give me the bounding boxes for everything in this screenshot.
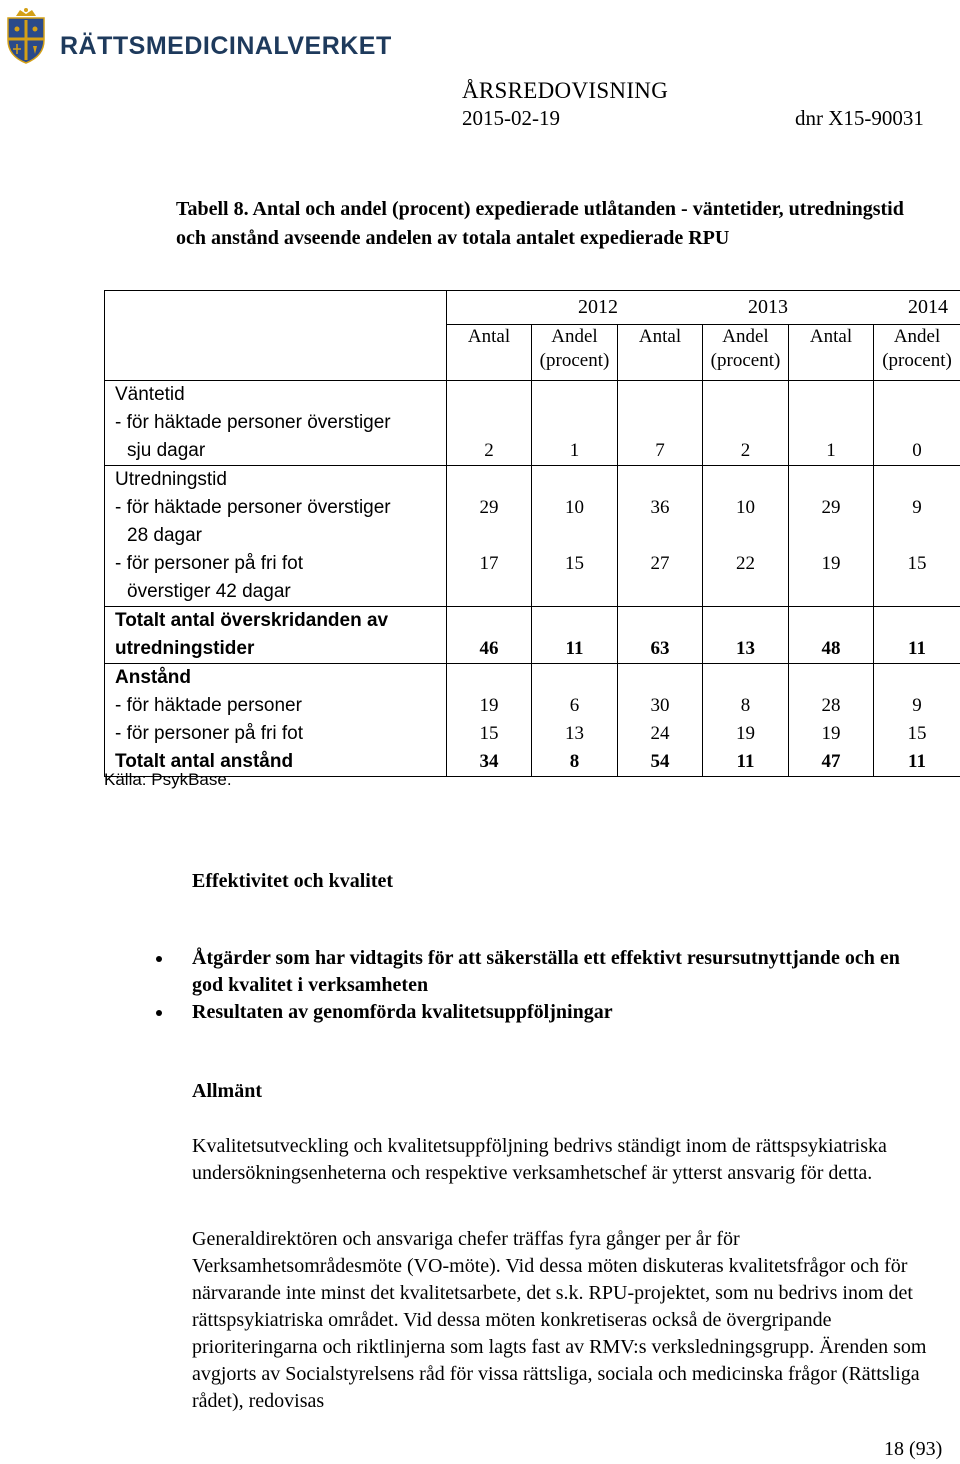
subheader-antal-2012: Antal: [447, 325, 532, 381]
row-label: Väntetid - för häktade personer överstiger sju dagar: [105, 381, 447, 466]
org-name: RÄTTSMEDICINALVERKET: [60, 32, 392, 60]
statistics-table: [104, 290, 960, 777]
table-cell: 28 19 47: [789, 664, 874, 777]
table-cell: 48: [789, 607, 874, 664]
table-cell: 2: [703, 381, 789, 466]
subheader-andel-2014: Andel (procent): [874, 325, 960, 381]
table-cell: 10 22: [703, 466, 789, 607]
table-row-vantetid: [105, 381, 960, 466]
crest-logo-icon: [2, 6, 50, 66]
table-row-anstand: [105, 664, 960, 777]
table-cell: 2: [447, 381, 532, 466]
year-2012: 2012: [578, 296, 618, 318]
table-cell: 11: [874, 607, 960, 664]
year-header-cell: [447, 291, 960, 325]
table-cell: 7: [618, 381, 703, 466]
list-item: Resultaten av genomförda kvalitetsuppföljningar: [152, 999, 932, 1026]
section-anstand: Anstånd: [115, 667, 191, 688]
table-cell: 30 24 54: [618, 664, 703, 777]
table-caption: Tabell 8. Antal och andel (procent) expedierade utlåtanden - väntetider, utredningstid och anstånd avseende andelen av totala antalet expedierade RPU: [176, 198, 904, 249]
table-cell: 29 19: [789, 466, 874, 607]
year-2014: 2014: [908, 296, 948, 318]
subheader-andel-2012: Andel (procent): [532, 325, 618, 381]
table-cell: 46: [447, 607, 532, 664]
table-cell: 9 15 11: [874, 664, 960, 777]
table-cell: 13: [703, 607, 789, 664]
section-vantetid: Väntetid: [115, 384, 185, 405]
subheader-antal-2014: Antal: [789, 325, 874, 381]
paragraph: Kvalitetsutveckling och kvalitetsuppföljning bedrivs ständigt inom de rättspsykiatriska undersökningsenheterna och respektive verksamhetschef är ytterst ansvarig för detta.: [192, 1135, 887, 1184]
doc-date: 2015-02-19: [462, 106, 560, 130]
table-row-utredningstid: [105, 466, 960, 607]
year-header-row: [105, 291, 960, 325]
subheading: Allmänt: [192, 1080, 262, 1102]
table-cell: 0: [874, 381, 960, 466]
bullet-list: [152, 945, 932, 1026]
doc-dnr: dnr X15-90031: [795, 106, 924, 130]
table-cell: 8 19 11: [703, 664, 789, 777]
table-source: Källa: PsykBase.: [104, 770, 232, 789]
section-heading: Effektivitet och kvalitet: [192, 870, 394, 892]
table-cell: 6 13 8: [532, 664, 618, 777]
bullet-icon: [156, 1010, 162, 1016]
section-utredningstid: Utredningstid: [115, 469, 227, 490]
table-cell: 29 17: [447, 466, 532, 607]
row-label: Anstånd - för häktade personer - för personer på fri fot Totalt antal anstånd: [105, 664, 447, 777]
subheader-antal-2013: Antal: [618, 325, 703, 381]
table-row-totalt-utredning: [105, 607, 960, 664]
table-cell: 10 15: [532, 466, 618, 607]
table-cell: 19 15 34: [447, 664, 532, 777]
year-2013: 2013: [748, 296, 788, 318]
page-number: 18 (93): [884, 1438, 943, 1460]
table-cell: 36 27: [618, 466, 703, 607]
row-label: Utredningstid - för häktade personer överstiger 28 dagar - för personer på fri fot överstiger 42 dagar: [105, 466, 447, 607]
row-label: Totalt antal överskridanden av utredningstider: [105, 607, 447, 664]
table-cell: 1: [532, 381, 618, 466]
subheader-andel-2013: Andel (procent): [703, 325, 789, 381]
table-cell: 1: [789, 381, 874, 466]
list-item: Åtgärder som har vidtagits för att säkerställa ett effektivt resursutnyttjande och en god kvalitet i verksamheten: [152, 945, 932, 999]
paragraph: Generaldirektören och ansvariga chefer träffas fyra gånger per år för Verksamhetsområdesmöte (VO-möte). Vid dessa möten diskuteras kvalitetsfrågor och för närvarande inte minst det kvalitetsarbete, det s.k. RPU-projektet, som nu bedrivs inom det rättspsykiatriska området. Vid dessa möten konkretiseras också de övergripande prioriteringarna och riktlinjerna som lagts fast av RMV:s verksledningsgrupp. Ärenden som avgjorts av Socialstyrelsens råd för vissa rättsliga, sociala och medicinska frågor (Rättsliga rådet), redovisas: [192, 1228, 927, 1412]
table-cell: 9 15: [874, 466, 960, 607]
bullet-icon: [156, 956, 162, 962]
table-cell: 63: [618, 607, 703, 664]
doc-type: ÅRSREDOVISNING: [462, 78, 669, 103]
table-cell: 11: [532, 607, 618, 664]
empty-corner-cell: [105, 291, 447, 381]
